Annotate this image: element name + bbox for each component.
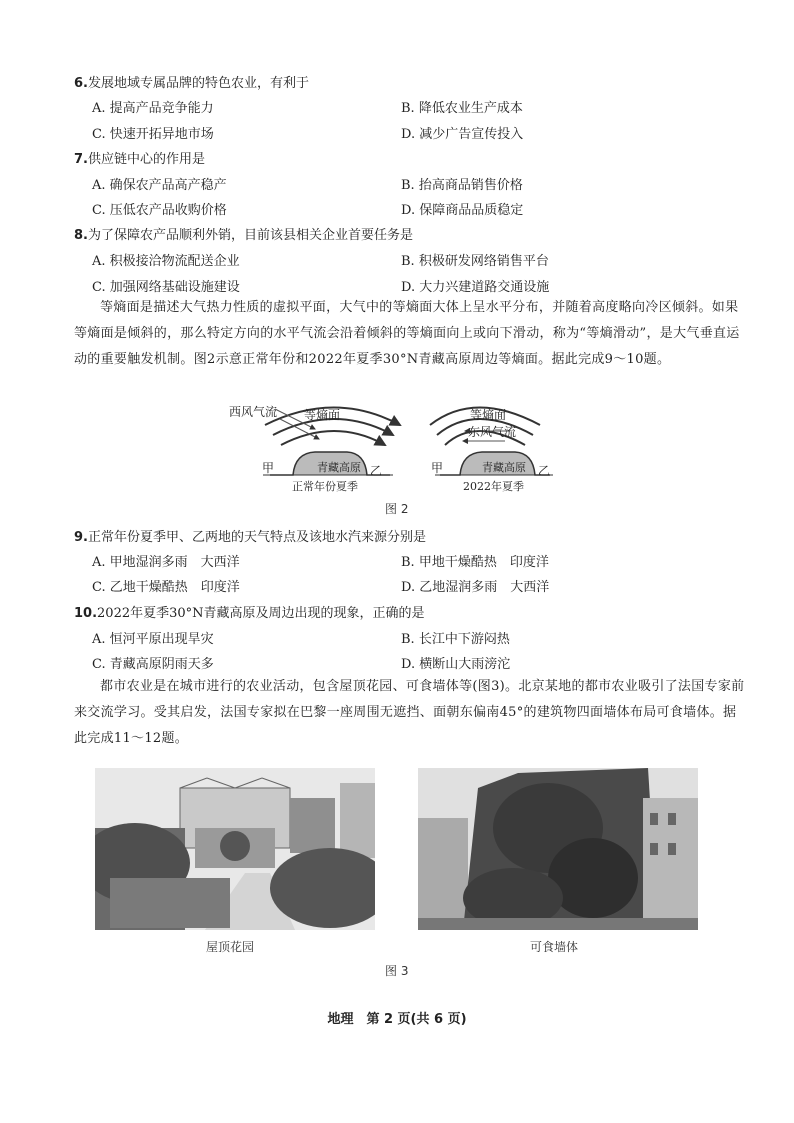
option-a: A. 恒河平原出现旱灾	[92, 632, 214, 647]
option-b: B. 长江中下游闷热	[401, 632, 510, 647]
option-c: C. 青藏高原阴雨天多	[92, 657, 214, 672]
page-footer: 地理 第 2 页(共 6 页)	[327, 1012, 467, 1027]
edible-wall-caption: 可食墙体	[530, 940, 579, 954]
question-7	[74, 148, 205, 167]
option-a: A. 积极接洽物流配送企业	[92, 254, 240, 269]
isentropic-label: 等熵面	[304, 408, 341, 422]
plateau-label: 青藏高原	[482, 461, 526, 474]
rooftop-garden-photo	[95, 768, 375, 930]
option-a: A. 甲地湿润多雨 大西洋	[92, 555, 240, 570]
option-b: B. 甲地干燥酷热 印度洋	[401, 555, 549, 570]
jia-label: 甲	[431, 461, 444, 475]
option-d: D. 大力兴建道路交通设施	[401, 280, 550, 295]
question-10	[74, 602, 425, 621]
question-stem: 正常年份夏季甲、乙两地的天气特点及该地水汽来源分别是	[87, 530, 426, 545]
option-c: C. 乙地干燥酷热 印度洋	[92, 580, 240, 595]
question-9	[74, 526, 426, 545]
east-wind-label: 东风气流	[468, 425, 517, 439]
option-d: D. 保障商品品质稳定	[401, 203, 524, 218]
question-stem: 发展地域专属品牌的特色农业，有利于	[87, 76, 309, 91]
left-caption: 正常年份夏季	[292, 480, 358, 493]
question-stem: 2022年夏季30°N青藏高原及周边出现的现象，正确的是	[97, 606, 425, 621]
question-6	[74, 72, 309, 91]
question-number: 7.	[74, 152, 88, 167]
option-b: B. 抬高商品销售价格	[401, 178, 523, 193]
option-a: A. 确保农产品高产稳产	[92, 178, 227, 193]
option-c: C. 压低农产品收购价格	[92, 203, 227, 218]
question-stem: 为了保障农产品顺利外销，目前该县相关企业首要任务是	[87, 228, 413, 243]
isentropic-label: 等熵面	[470, 408, 507, 422]
option-d: D. 减少广告宣传投入	[401, 127, 524, 142]
west-wind-label: 西风气流	[229, 405, 278, 419]
option-c: C. 加强网络基础设施建设	[92, 280, 240, 295]
question-number: 10.	[74, 606, 98, 621]
jia-label: 甲	[262, 461, 275, 475]
rooftop-garden-caption: 屋顶花园	[206, 940, 255, 954]
option-b: B. 积极研发网络销售平台	[401, 254, 549, 269]
figure-2-title: 图 2	[385, 502, 409, 516]
right-caption: 2022年夏季	[463, 480, 524, 493]
yi-label: 乙	[370, 464, 383, 478]
yi-label: 乙	[538, 464, 551, 478]
option-c: C. 快速开拓异地市场	[92, 127, 214, 142]
edible-wall-photo	[418, 768, 698, 930]
question-number: 6.	[74, 76, 88, 91]
passage-isentropic: 等熵面是描述大气热力性质的虚拟平面，大气中的等熵面大体上呈水平分布，并随着高度略向冷区倾斜。如果等熵面是倾斜的，那么特定方向的水平气流会沿着倾斜的等熵面向上或向下滑动，称为“等熵滑动”，是大气垂直运动的重要触发机制。图2示意正常年份和2022年夏季30°N青藏高原周边等熵面。据此完成9～10题。	[74, 300, 740, 367]
question-8	[74, 224, 413, 243]
passage-urban-agriculture: 都市农业是在城市进行的农业活动，包含屋顶花园、可食墙体等(图3)。北京某地的都市农业吸引了法国专家前来交流学习。受其启发，法国专家拟在巴黎一座周围无遮挡、面朝东偏南45°的建筑物四面墙体布局可食墙体。据此完成11～12题。	[74, 679, 745, 746]
rooftop-garden-image	[95, 768, 375, 930]
figure-3-title: 图 3	[385, 964, 409, 978]
question-number: 9.	[74, 530, 88, 545]
question-number: 8.	[74, 228, 88, 243]
option-d: D. 乙地湿润多雨 大西洋	[401, 580, 550, 595]
option-b: B. 降低农业生产成本	[401, 101, 523, 116]
question-stem: 供应链中心的作用是	[87, 152, 205, 167]
plateau-label: 青藏高原	[317, 461, 361, 474]
edible-wall-image	[418, 768, 698, 930]
option-d: D. 横断山大雨滂沱	[401, 657, 511, 672]
option-a: A. 提高产品竞争能力	[92, 101, 214, 116]
